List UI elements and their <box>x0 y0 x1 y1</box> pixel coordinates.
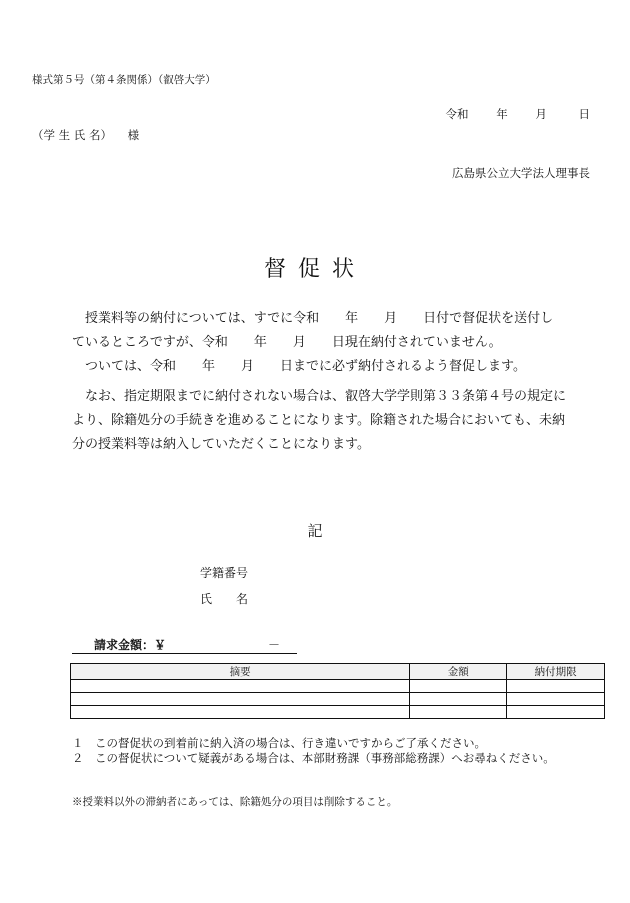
column-due-date: 納付期限 <box>507 664 605 680</box>
recipient <box>32 127 139 143</box>
table-cell <box>507 693 605 706</box>
column-description: 摘要 <box>71 664 410 680</box>
body-p3-line1: なお、指定期限までに納付されない場合は、叡啓大学学則第３３条第４号の規定に <box>85 389 567 404</box>
recipient-honorific: 様 <box>127 128 140 142</box>
student-name-label: 氏 名 <box>200 592 249 606</box>
table-cell <box>410 680 507 693</box>
issuer: 広島県公立大学法人理事長 <box>452 166 590 180</box>
table-row <box>71 693 605 706</box>
body-p1-line1: 授業料等の納付については、すでに令和 年 月 日付で督促状を送付し <box>85 311 554 326</box>
table-row <box>71 680 605 693</box>
fee-table-header <box>71 664 605 680</box>
table-cell <box>410 693 507 706</box>
fee-table <box>70 663 605 719</box>
document-title: 督促状 <box>263 257 366 282</box>
issue-date <box>446 106 590 122</box>
table-cell <box>507 706 605 719</box>
date-day: 日 <box>578 107 590 121</box>
notes <box>72 736 555 766</box>
table-cell <box>71 706 410 719</box>
note-1: １ この督促状の到着前に納入済の場合は、行き違いですからご了承ください。 <box>72 736 486 750</box>
billed-amount-label: 請求金額：￥ <box>94 638 167 652</box>
body-p2: ついては、令和 年 月 日までに必ず納付されるよう督促します。 <box>85 359 526 374</box>
body-p3-line2: より、除籍処分の手続きを進めることになります。除籍された場合においても、未納 <box>72 413 565 428</box>
column-amount: 金額 <box>410 664 507 680</box>
record-heading: 記 <box>307 522 323 540</box>
date-year: 年 <box>496 107 508 121</box>
billed-amount-suffix: － <box>268 638 281 652</box>
date-month: 月 <box>535 107 547 121</box>
table-row <box>71 706 605 719</box>
form-id: 様式第５号（第４条関係）（叡啓大学） <box>32 74 216 86</box>
billed-amount <box>72 636 297 654</box>
notice-body <box>72 307 592 457</box>
table-cell <box>410 706 507 719</box>
table-cell <box>71 680 410 693</box>
body-p3-line3: 分の授業料等は納入していただくことになります。 <box>72 437 370 452</box>
table-cell <box>71 693 410 706</box>
recipient-name-label: （学 生 氏 名） <box>32 128 112 142</box>
note-2: ２ この督促状について疑義がある場合は、本部財務課（事務部総務課）へお尋ねください。 <box>72 751 555 765</box>
date-era: 令和 <box>445 107 469 121</box>
table-cell <box>507 680 605 693</box>
footnote: ※授業料以外の滞納者にあっては、除籍処分の項目は削除すること。 <box>72 796 398 808</box>
body-p1-line2: ているところですが、令和 年 月 日現在納付されていません。 <box>72 335 502 350</box>
student-number-label: 学籍番号 <box>200 566 249 580</box>
